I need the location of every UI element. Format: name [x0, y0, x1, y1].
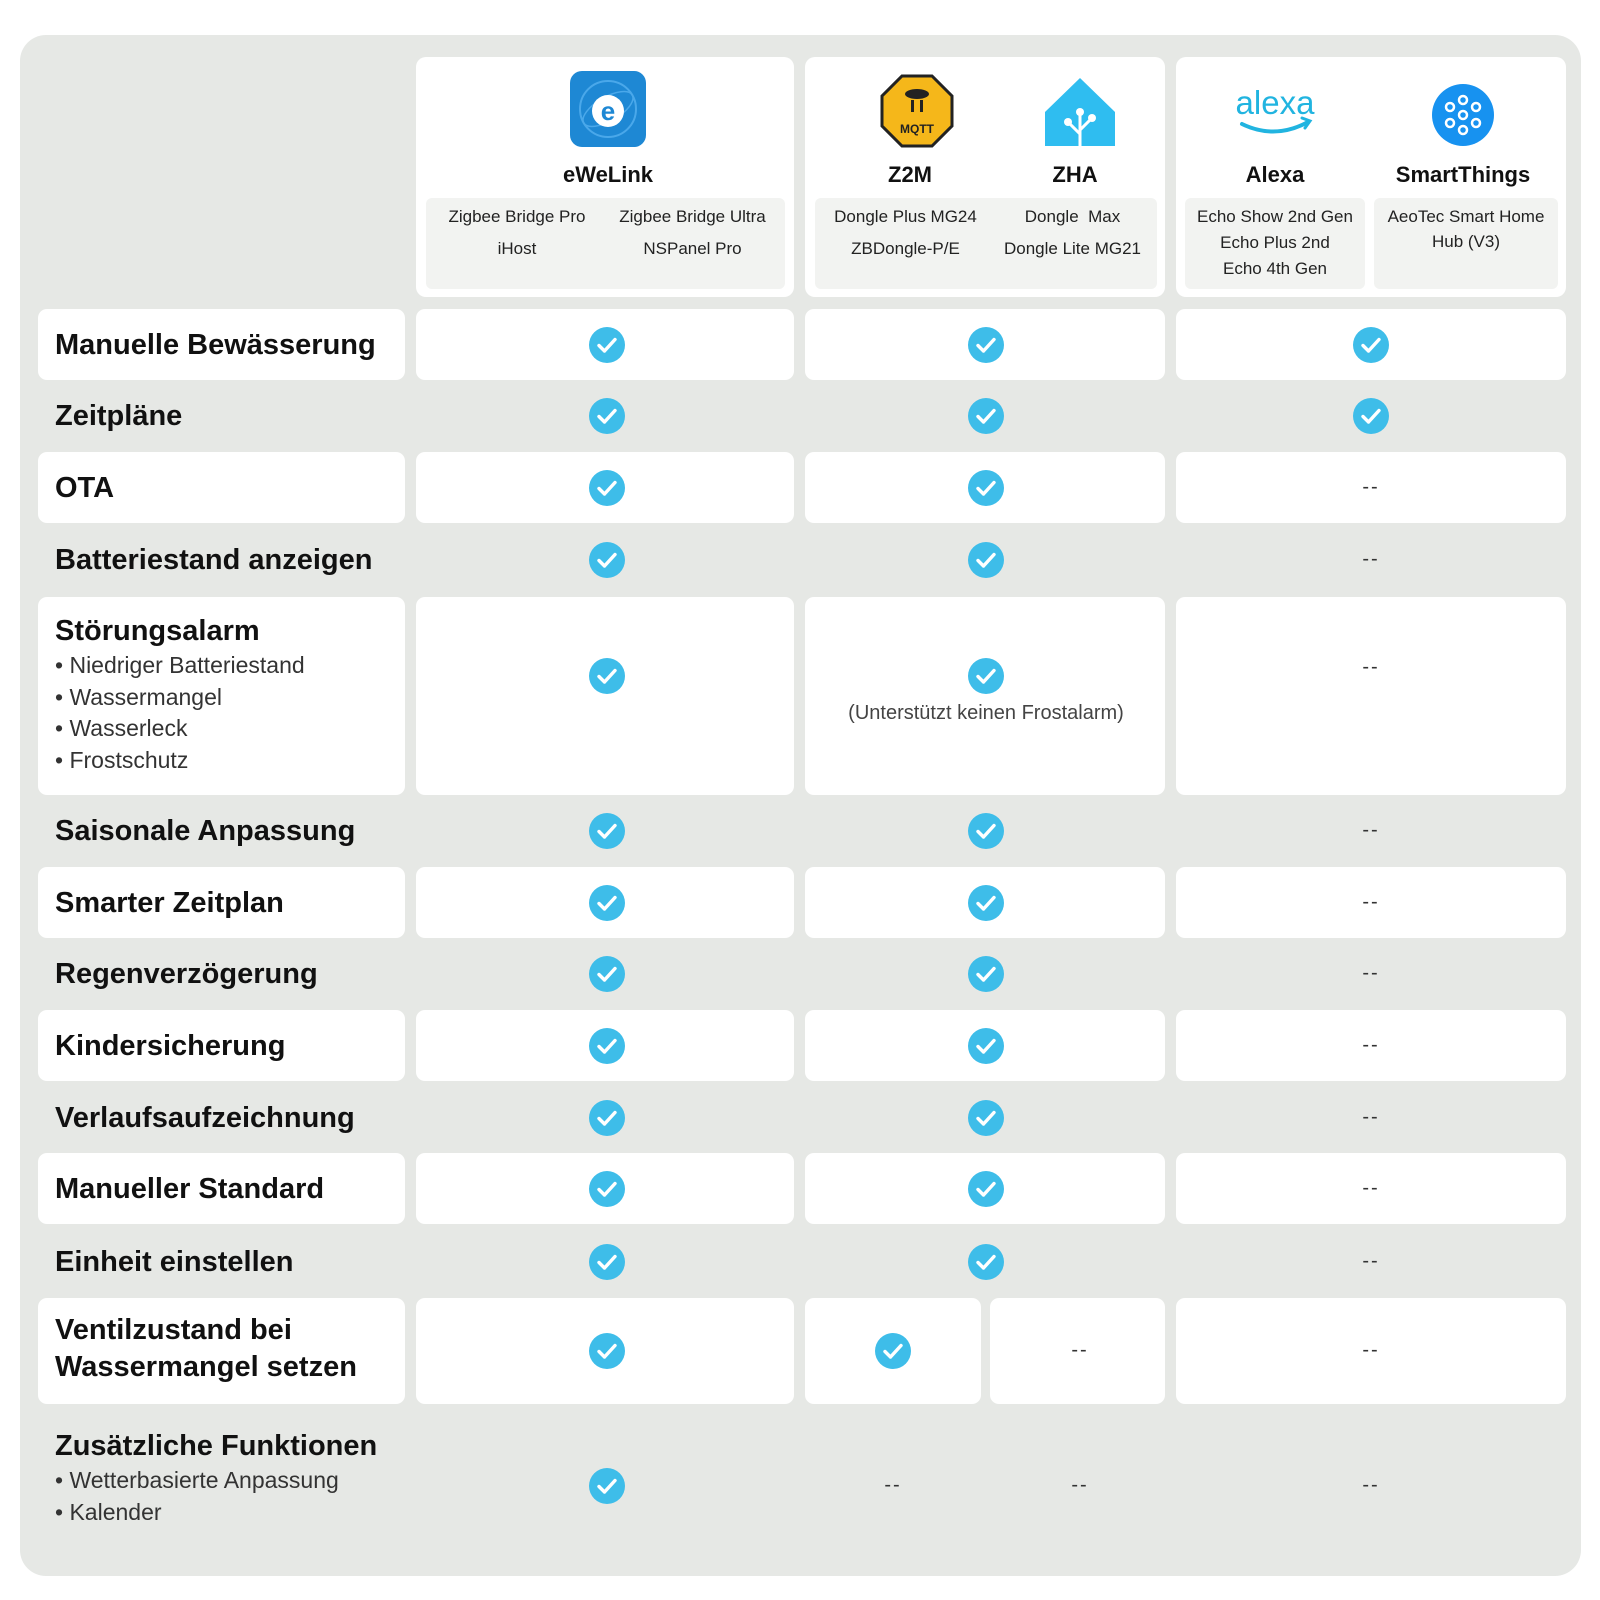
- bullet-dot: •: [55, 1467, 70, 1493]
- row-4-bullet-item: [55, 649, 305, 681]
- row-13-bullet-item: [55, 1464, 339, 1496]
- row-11-label: Einheit einstellen: [55, 1245, 294, 1278]
- row-12-ewelink-check-icon: [589, 1333, 625, 1369]
- row-11-alexa-smartthings-dash: --: [1362, 1249, 1380, 1272]
- row-13-bullet-item: [55, 1496, 162, 1528]
- row-1-ewelink-check-icon: [589, 398, 625, 434]
- row-7-alexa-smartthings-dash: --: [1362, 961, 1380, 984]
- row-4-ewelink-cell: [416, 597, 794, 795]
- device-ewelink-2: Zigbee Bridge Ultra: [619, 207, 766, 226]
- row-12-z2m-check-icon: [875, 1333, 911, 1369]
- platform-name-alexa: Alexa: [1245, 162, 1305, 187]
- row-12-zha-dash: --: [1071, 1339, 1089, 1361]
- row-4-z2m-zha-check-icon: [968, 658, 1004, 694]
- row-3-alexa-smartthings-dash: --: [1362, 547, 1380, 570]
- row-4-label: Störungsalarm: [55, 615, 260, 647]
- device-zha-1: Dongle Max: [1024, 207, 1121, 226]
- row-13-alexa-smartthings-dash: --: [1362, 1474, 1380, 1496]
- svg-text:MQTT: MQTT: [900, 122, 934, 136]
- platform-name-zha: ZHA: [1052, 162, 1098, 187]
- row-7-z2m-zha-check-icon: [968, 956, 1004, 992]
- row-12-alexa-smartthings-dash: --: [1362, 1339, 1380, 1361]
- bullet-text: Wassermangel: [69, 683, 222, 710]
- row-1-alexa-smartthings-check-icon: [1353, 398, 1389, 434]
- bullet-dot: •: [55, 652, 70, 678]
- row-7-ewelink-check-icon: [589, 956, 625, 992]
- bullet-text: Wetterbasierte Anpassung: [69, 1467, 339, 1493]
- platform-name-z2m: Z2M: [888, 162, 932, 187]
- smartthings-logo-icon: [1432, 84, 1494, 146]
- row-8-z2m-zha-check-icon: [968, 1028, 1004, 1064]
- svg-text:alexa: alexa: [1235, 84, 1315, 121]
- row-6-label: Smarter Zeitplan: [55, 886, 284, 919]
- device-zha-2: Dongle Lite MG21: [1003, 239, 1142, 258]
- device-z2m-2: ZBDongle-P/E: [851, 239, 960, 258]
- svg-text:e: e: [600, 96, 616, 126]
- row-3-z2m-zha-check-icon: [968, 542, 1004, 578]
- row-12-label-line: Wassermangel setzen: [55, 1351, 357, 1383]
- bullet-text: Frostschutz: [69, 746, 189, 773]
- row-2-label: OTA: [55, 471, 115, 504]
- row-6-alexa-smartthings-dash: --: [1362, 890, 1380, 913]
- row-4-alexa-smartthings-cell: [1176, 597, 1566, 795]
- row-10-z2m-zha-check-icon: [968, 1171, 1004, 1207]
- row-13-zha-dash: --: [1071, 1474, 1089, 1496]
- platform-name-ewelink: eWeLink: [562, 162, 654, 187]
- row-0-alexa-smartthings-check-icon: [1353, 327, 1389, 363]
- bullet-dot: •: [55, 1498, 70, 1525]
- row-4-z2m-zha-cell: [805, 597, 1165, 795]
- mqtt-logo-icon: [880, 74, 954, 148]
- row-11-z2m-zha-check-icon: [968, 1244, 1004, 1280]
- platform-name-smartthings: SmartThings: [1395, 162, 1531, 187]
- row-4-bullet-item: [55, 712, 187, 744]
- device-smartthings-1: AeoTec Smart Home: [1387, 207, 1545, 226]
- row-1-z2m-zha-check-icon: [968, 398, 1004, 434]
- row-4-bullet-item: [55, 681, 222, 713]
- row-5-ewelink-check-icon: [589, 813, 625, 849]
- row-10-ewelink-check-icon: [589, 1171, 625, 1207]
- row-9-alexa-smartthings-dash: --: [1362, 1105, 1380, 1128]
- row-0-z2m-zha-check-icon: [968, 327, 1004, 363]
- row-6-ewelink-check-icon: [589, 885, 625, 921]
- bullet-text: Niedriger Batteriestand: [69, 652, 305, 678]
- row-11-ewelink-check-icon: [589, 1244, 625, 1280]
- bullet-text: Kalender: [69, 1498, 162, 1525]
- device-ewelink-1: Zigbee Bridge Pro: [448, 207, 586, 226]
- row-1-label: Zeitpläne: [55, 399, 183, 432]
- device-alexa-1: Echo Show 2nd Gen: [1197, 207, 1353, 226]
- row-10-alexa-smartthings-dash: --: [1362, 1176, 1380, 1199]
- row-10-label: Manueller Standard: [55, 1172, 325, 1205]
- row-2-alexa-smartthings-dash: --: [1362, 475, 1380, 498]
- device-ewelink-3: iHost: [497, 239, 537, 258]
- row-3-ewelink-check-icon: [589, 542, 625, 578]
- row-2-ewelink-check-icon: [589, 470, 625, 506]
- device-ewelink-4: NSPanel Pro: [643, 239, 742, 258]
- row-2-z2m-zha-check-icon: [968, 470, 1004, 506]
- row-13-z2m-dash: --: [884, 1474, 902, 1496]
- row-8-alexa-smartthings-dash: --: [1362, 1033, 1380, 1056]
- row-3-label: Batteriestand anzeigen: [55, 543, 373, 576]
- bullet-text: Wasserleck: [69, 715, 188, 741]
- row-4-bullet-item: [55, 744, 188, 776]
- row-8-label: Kindersicherung: [55, 1029, 286, 1062]
- ewelink-logo-icon: [570, 71, 646, 147]
- row-0-label: Manuelle Bewässerung: [55, 328, 376, 361]
- row-13-label: Zusätzliche Funktionen: [55, 1430, 378, 1462]
- row-9-label: Verlaufsaufzeichnung: [55, 1101, 355, 1134]
- device-smartthings-2: Hub (V3): [1431, 232, 1501, 251]
- home-assistant-logo-icon: [1043, 76, 1117, 148]
- row-13-ewelink-check-icon: [589, 1468, 625, 1504]
- alexa-logo-icon: [1234, 84, 1316, 140]
- row-4-z2m-zha-note: (Unterstützt keinen Frostalarm): [848, 702, 1124, 724]
- row-4-alexa-smartthings-dash: --: [1362, 656, 1380, 678]
- row-5-z2m-zha-check-icon: [968, 813, 1004, 849]
- row-6-z2m-zha-check-icon: [968, 885, 1004, 921]
- bullet-dot: •: [55, 746, 70, 773]
- device-alexa-2: Echo Plus 2nd: [1220, 233, 1330, 252]
- row-9-z2m-zha-check-icon: [968, 1100, 1004, 1136]
- row-5-alexa-smartthings-dash: --: [1362, 818, 1380, 841]
- row-12-label-line: Ventilzustand bei: [55, 1314, 292, 1346]
- row-9-ewelink-check-icon: [589, 1100, 625, 1136]
- row-5-label: Saisonale Anpassung: [55, 814, 356, 847]
- row-8-ewelink-check-icon: [589, 1028, 625, 1064]
- row-7-label: Regenverzögerung: [55, 957, 318, 990]
- row-4-ewelink-check-icon: [589, 658, 625, 694]
- bullet-dot: •: [55, 683, 70, 710]
- device-alexa-3: Echo 4th Gen: [1223, 259, 1327, 278]
- bullet-dot: •: [55, 715, 70, 741]
- row-0-ewelink-check-icon: [589, 327, 625, 363]
- device-z2m-1: Dongle Plus MG24: [834, 207, 977, 226]
